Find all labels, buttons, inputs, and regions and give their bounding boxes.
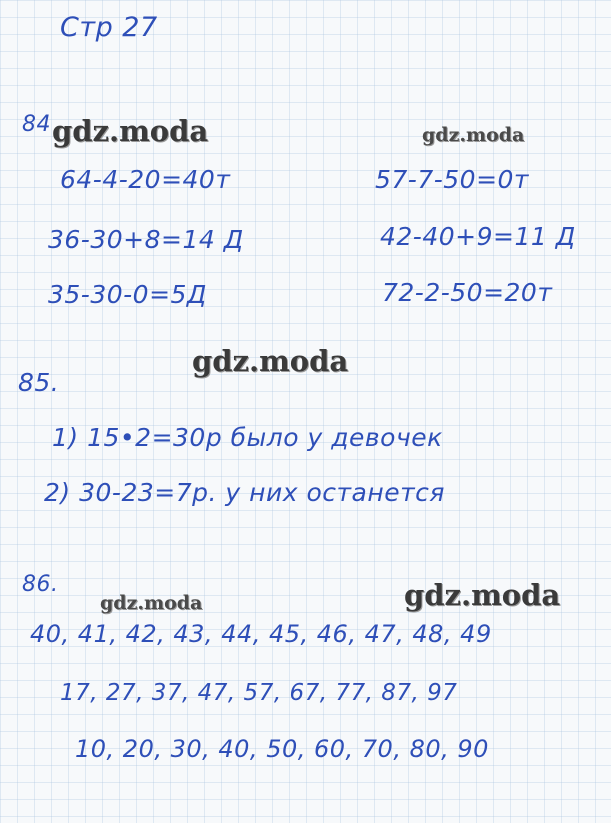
- watermark: gdz.moda: [192, 344, 349, 378]
- equation: 64-4-20=40т: [60, 165, 231, 194]
- watermark: gdz.moda: [52, 114, 209, 148]
- equation: 36-30+8=14 Д: [48, 225, 244, 254]
- watermark: gdz.moda: [404, 578, 561, 612]
- number-row: 17, 27, 37, 47, 57, 67, 77, 87, 97: [60, 680, 458, 706]
- page-label: Стр 27: [60, 12, 158, 43]
- task-86-number: 86.: [22, 572, 59, 597]
- task-85-number: 85.: [18, 368, 60, 397]
- equation: 35-30-0=5Д: [48, 280, 207, 309]
- equation: 42-40+9=11 Д: [380, 222, 576, 251]
- number-row: 10, 20, 30, 40, 50, 60, 70, 80, 90: [75, 735, 489, 763]
- equation: 72-2-50=20т: [382, 278, 553, 307]
- number-row: 40, 41, 42, 43, 44, 45, 46, 47, 48, 49: [30, 620, 492, 648]
- equation: 57-7-50=0т: [375, 165, 529, 194]
- task-85-line: 2) 30-23=7р. у них останется: [44, 478, 445, 507]
- watermark: gdz.moda: [422, 124, 525, 146]
- task-85-line: 1) 15•2=30р было у девочек: [52, 423, 443, 452]
- task-84-number: 84: [22, 112, 51, 137]
- watermark: gdz.moda: [100, 592, 203, 614]
